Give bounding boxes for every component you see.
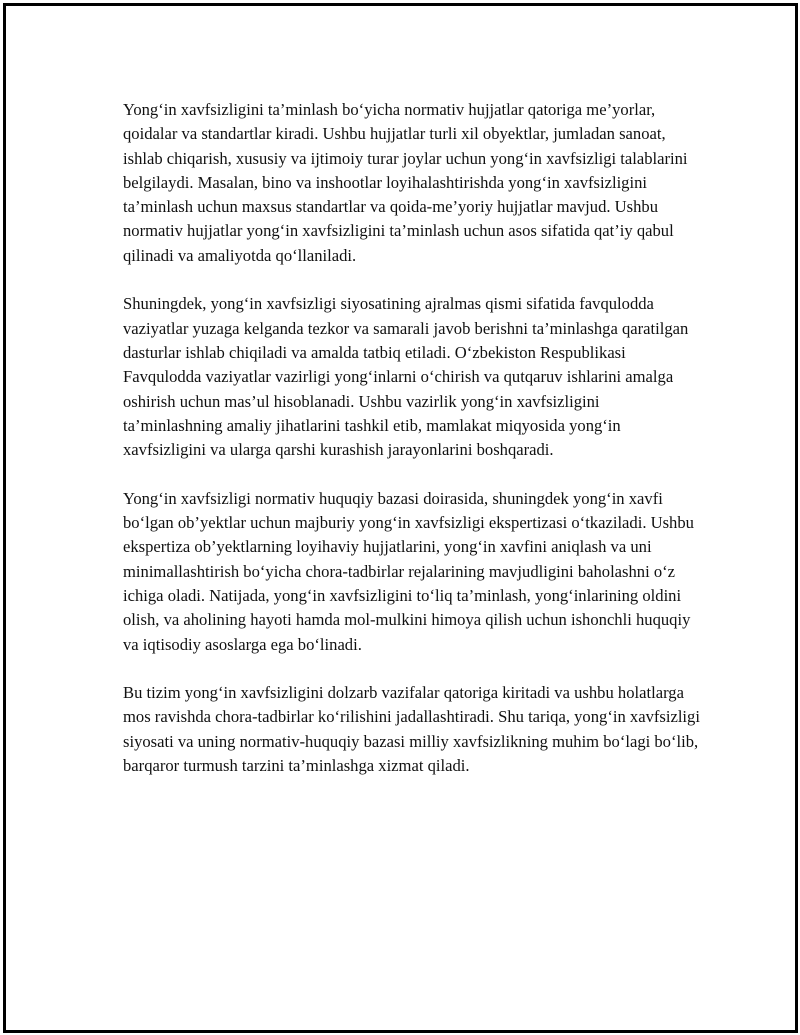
paragraph-2: Shuningdek, yong‘in xavfsizligi siyosatining ajralmas qismi sifatida favqulodda vaziyatlar yuzaga kelganda tezkor va samarali javob berishni ta’minlashga qaratilgan dasturlar ishlab chiqiladi va amalda tatbiq etiladi. O‘zbekiston Respublikasi Favqulodda vaziyatlar vazirligi yong‘inlarni o‘chirish va qutqaruv ishlarini amalga oshirish uchun mas’ul hisoblanadi. Ushbu vazirlik yong‘in xavfsizligini ta’minlashning amaliy jihatlarini tashkil etib, mamlakat miqyosida yong‘in xavfsizligini va ularga qarshi kurashish jarayonlarini boshqaradi. [123,294,689,460]
document-body [123,98,703,803]
paragraph-4: Bu tizim yong‘in xavfsizligini dolzarb vazifalar qatoriga kiritadi va ushbu holatlarga mos ravishda chora-tadbirlar ko‘rilishini jadallashtiradi. Shu tariqa, yong‘in xavfsizligi siyosati va uning normativ-huquqiy bazasi milliy xavfsizlikning muhim bo‘lagi bo‘lib, barqaror turmush tarzini ta’minlashga xizmat qiladi. [123,683,700,776]
paragraph-1: Yong‘in xavfsizligini ta’minlash bo‘yicha normativ hujjatlar qatoriga me’yorlar, qoidalar va standartlar kiradi. Ushbu hujjatlar turli xil obyektlar, jumladan sanoat, ishlab chiqarish, xususiy va ijtimoiy turar joylar uchun yong‘in xavfsizligi talablarini belgilaydi. Masalan, bino va inshootlar loyihalashtirishda yong‘in xavfsizligini ta’minlash uchun maxsus standartlar va qoida-me’yoriy hujjatlar mavjud. Ushbu normativ hujjatlar yong‘in xavfsizligini ta’minlash uchun asos sifatida qat’iy qabul qilinadi va amaliyotda qo‘llaniladi. [123,100,688,265]
page-border [3,3,798,1033]
paragraph-3: Yong‘in xavfsizligi normativ huquqiy bazasi doirasida, shuningdek yong‘in xavfi bo‘lgan ob’yektlar uchun majburiy yong‘in xavfsizligi ekspertizasi o‘tkaziladi. Ushbu ekspertiza ob’yektlarning loyihaviy hujjatlarini, yong‘in xavfini aniqlash va uni minimallashtirish bo‘yicha chora-tadbirlar rejalarining mavjudligini baholashni o‘z ichiga oladi. Natijada, yong‘in xavfsizligini to‘liq ta’minlash, yong‘inlarining oldini olish, va aholining hayoti hamda mol-mulkini himoya qilish uchun ishonchli huquqiy va iqtisodiy asoslarga ega bo‘linadi. [123,488,694,654]
